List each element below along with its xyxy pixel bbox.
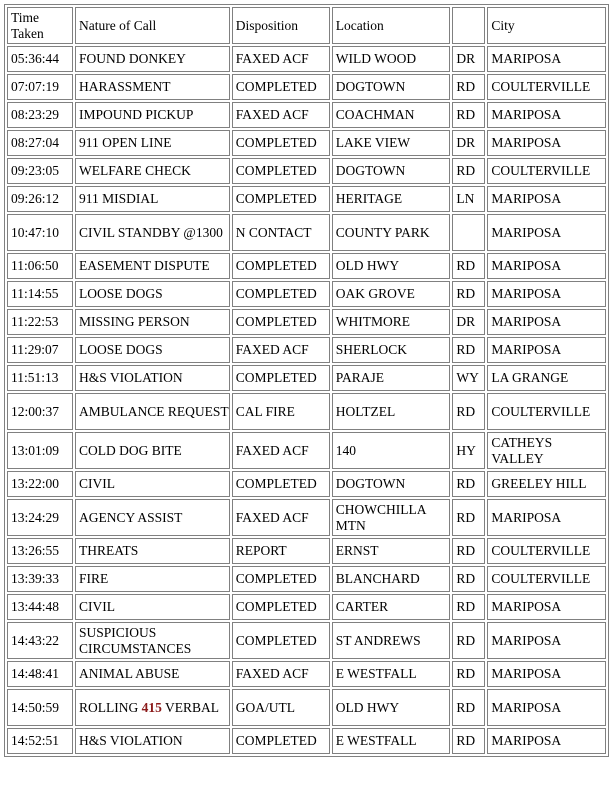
cell-location: COUNTY PARK [332, 214, 451, 251]
table-row [7, 74, 606, 100]
cell-time: 10:47:10 [7, 214, 73, 251]
cell-suffix: RD [452, 102, 485, 128]
cell-suffix: WY [452, 365, 485, 391]
table-row [7, 471, 606, 497]
cell-city: COULTERVILLE [487, 566, 606, 592]
cell-nature: LOOSE DOGS [75, 337, 230, 363]
cell-location: CARTER [332, 594, 451, 620]
cell-city: MARIPOSA [487, 622, 606, 659]
cell-location: OAK GROVE [332, 281, 451, 307]
cell-location: CHOWCHILLA MTN [332, 499, 451, 536]
cell-location: DOGTOWN [332, 158, 451, 184]
table-row [7, 499, 606, 536]
cell-location: HERITAGE [332, 186, 451, 212]
cell-city: LA GRANGE [487, 365, 606, 391]
cell-location: ERNST [332, 538, 451, 564]
table-row [7, 46, 606, 72]
cell-time: 12:00:37 [7, 393, 73, 430]
cell-suffix: RD [452, 74, 485, 100]
cell-disposition: N CONTACT [232, 214, 330, 251]
cell-time: 11:51:13 [7, 365, 73, 391]
cell-suffix: RD [452, 566, 485, 592]
table-row [7, 130, 606, 156]
cell-suffix: RD [452, 281, 485, 307]
cell-location: 140 [332, 432, 451, 469]
header-time-line2: Taken [11, 25, 44, 41]
cell-suffix: RD [452, 337, 485, 363]
cell-suffix: RD [452, 253, 485, 279]
cell-disposition: FAXED ACF [232, 337, 330, 363]
cell-location: ST ANDREWS [332, 622, 451, 659]
cell-city: MARIPOSA [487, 728, 606, 754]
cell-disposition: COMPLETED [232, 281, 330, 307]
cell-location: SHERLOCK [332, 337, 451, 363]
cell-city: COULTERVILLE [487, 393, 606, 430]
cell-nature: AGENCY ASSIST [75, 499, 230, 536]
cell-city: MARIPOSA [487, 661, 606, 687]
cell-suffix: RD [452, 661, 485, 687]
cell-suffix: DR [452, 309, 485, 335]
cell-time: 07:07:19 [7, 74, 73, 100]
cell-suffix: LN [452, 186, 485, 212]
header-nature: Nature of Call [75, 7, 230, 44]
cell-city: MARIPOSA [487, 499, 606, 536]
cell-nature: CIVIL [75, 594, 230, 620]
table-row [7, 253, 606, 279]
cell-nature: IMPOUND PICKUP [75, 102, 230, 128]
table-row [7, 365, 606, 391]
cell-disposition: COMPLETED [232, 309, 330, 335]
cell-city: MARIPOSA [487, 337, 606, 363]
cell-disposition: COMPLETED [232, 74, 330, 100]
cell-city: MARIPOSA [487, 130, 606, 156]
cell-nature: 911 MISDIAL [75, 186, 230, 212]
cell-disposition: GOA/UTL [232, 689, 330, 726]
cell-nature: LOOSE DOGS [75, 281, 230, 307]
cell-nature: MISSING PERSON [75, 309, 230, 335]
cell-city: CATHEYS VALLEY [487, 432, 606, 469]
table-row [7, 432, 606, 469]
cell-suffix: RD [452, 594, 485, 620]
cell-disposition: CAL FIRE [232, 393, 330, 430]
cell-suffix: DR [452, 46, 485, 72]
cell-nature: ANIMAL ABUSE [75, 661, 230, 687]
cell-time: 11:14:55 [7, 281, 73, 307]
cell-time: 05:36:44 [7, 46, 73, 72]
table-row [7, 594, 606, 620]
cell-nature: AMBULANCE REQUEST [75, 393, 230, 430]
cell-city: GREELEY HILL [487, 471, 606, 497]
cell-suffix: RD [452, 622, 485, 659]
cell-city: MARIPOSA [487, 689, 606, 726]
header-suffix [452, 7, 485, 44]
nature-text-before: ROLLING [79, 699, 142, 715]
cell-nature: WELFARE CHECK [75, 158, 230, 184]
nature-highlight-code: 415 [141, 699, 162, 715]
cell-location: WILD WOOD [332, 46, 451, 72]
cell-city: MARIPOSA [487, 46, 606, 72]
table-row [7, 186, 606, 212]
cell-suffix: RD [452, 499, 485, 536]
table-row [7, 393, 606, 430]
cell-suffix [452, 214, 485, 251]
table-row [7, 566, 606, 592]
cell-nature: CIVIL STANDBY @1300 [75, 214, 230, 251]
cell-time: 09:23:05 [7, 158, 73, 184]
cell-city: MARIPOSA [487, 102, 606, 128]
table-row [7, 337, 606, 363]
cell-disposition: COMPLETED [232, 158, 330, 184]
cell-nature: H&S VIOLATION [75, 365, 230, 391]
cell-city: MARIPOSA [487, 186, 606, 212]
cell-nature: 911 OPEN LINE [75, 130, 230, 156]
cell-nature: COLD DOG BITE [75, 432, 230, 469]
cell-nature: SUSPICIOUS CIRCUMSTANCES [75, 622, 230, 659]
cell-disposition: FAXED ACF [232, 661, 330, 687]
cell-nature: EASEMENT DISPUTE [75, 253, 230, 279]
table-row [7, 102, 606, 128]
table-row [7, 728, 606, 754]
cell-city: MARIPOSA [487, 253, 606, 279]
cell-disposition: COMPLETED [232, 728, 330, 754]
cell-disposition: COMPLETED [232, 594, 330, 620]
cell-location: PARAJE [332, 365, 451, 391]
call-log-table [4, 4, 609, 757]
cell-city: COULTERVILLE [487, 74, 606, 100]
cell-time: 09:26:12 [7, 186, 73, 212]
cell-suffix: DR [452, 130, 485, 156]
cell-time: 13:22:00 [7, 471, 73, 497]
cell-time: 13:44:48 [7, 594, 73, 620]
cell-time: 11:22:53 [7, 309, 73, 335]
cell-disposition: COMPLETED [232, 365, 330, 391]
cell-time: 13:24:29 [7, 499, 73, 536]
nature-text-after: VERBAL [161, 699, 220, 715]
cell-suffix: RD [452, 471, 485, 497]
cell-suffix: RD [452, 158, 485, 184]
cell-time: 11:29:07 [7, 337, 73, 363]
cell-location: LAKE VIEW [332, 130, 451, 156]
cell-disposition: COMPLETED [232, 471, 330, 497]
table-row [7, 538, 606, 564]
cell-time: 14:48:41 [7, 661, 73, 687]
cell-disposition: COMPLETED [232, 186, 330, 212]
cell-nature: FOUND DONKEY [75, 46, 230, 72]
cell-nature: H&S VIOLATION [75, 728, 230, 754]
cell-disposition: FAXED ACF [232, 46, 330, 72]
table-row [7, 689, 606, 726]
cell-disposition: COMPLETED [232, 130, 330, 156]
cell-nature: HARASSMENT [75, 74, 230, 100]
cell-city: MARIPOSA [487, 309, 606, 335]
cell-suffix: RD [452, 538, 485, 564]
cell-city: MARIPOSA [487, 594, 606, 620]
cell-location: OLD HWY [332, 689, 451, 726]
table-row [7, 661, 606, 687]
cell-city: COULTERVILLE [487, 158, 606, 184]
cell-suffix: RD [452, 393, 485, 430]
cell-disposition: COMPLETED [232, 566, 330, 592]
table-row [7, 281, 606, 307]
cell-location: OLD HWY [332, 253, 451, 279]
header-row [7, 7, 606, 44]
cell-location: BLANCHARD [332, 566, 451, 592]
cell-location: E WESTFALL [332, 728, 451, 754]
table-row [7, 214, 606, 251]
cell-disposition: FAXED ACF [232, 499, 330, 536]
cell-suffix: RD [452, 689, 485, 726]
header-time-line1: Time [11, 9, 40, 25]
cell-time: 14:52:51 [7, 728, 73, 754]
header-time [7, 7, 73, 44]
header-location: Location [332, 7, 451, 44]
cell-location: HOLTZEL [332, 393, 451, 430]
cell-time: 08:23:29 [7, 102, 73, 128]
cell-time: 13:01:09 [7, 432, 73, 469]
cell-city: COULTERVILLE [487, 538, 606, 564]
cell-nature: FIRE [75, 566, 230, 592]
cell-location: WHITMORE [332, 309, 451, 335]
header-city: City [487, 7, 606, 44]
cell-disposition: FAXED ACF [232, 102, 330, 128]
header-disposition: Disposition [232, 7, 330, 44]
cell-nature: CIVIL [75, 471, 230, 497]
table-row [7, 158, 606, 184]
cell-city: MARIPOSA [487, 214, 606, 251]
cell-city: MARIPOSA [487, 281, 606, 307]
cell-location: DOGTOWN [332, 471, 451, 497]
cell-disposition: FAXED ACF [232, 432, 330, 469]
cell-location: E WESTFALL [332, 661, 451, 687]
cell-time: 14:43:22 [7, 622, 73, 659]
cell-nature [75, 689, 230, 726]
table-row [7, 309, 606, 335]
table-row [7, 622, 606, 659]
cell-time: 08:27:04 [7, 130, 73, 156]
cell-time: 13:26:55 [7, 538, 73, 564]
cell-nature: THREATS [75, 538, 230, 564]
cell-disposition: COMPLETED [232, 253, 330, 279]
cell-time: 13:39:33 [7, 566, 73, 592]
cell-suffix: HY [452, 432, 485, 469]
cell-disposition: COMPLETED [232, 622, 330, 659]
cell-time: 14:50:59 [7, 689, 73, 726]
cell-time: 11:06:50 [7, 253, 73, 279]
cell-suffix: RD [452, 728, 485, 754]
cell-location: COACHMAN [332, 102, 451, 128]
cell-disposition: REPORT [232, 538, 330, 564]
cell-location: DOGTOWN [332, 74, 451, 100]
